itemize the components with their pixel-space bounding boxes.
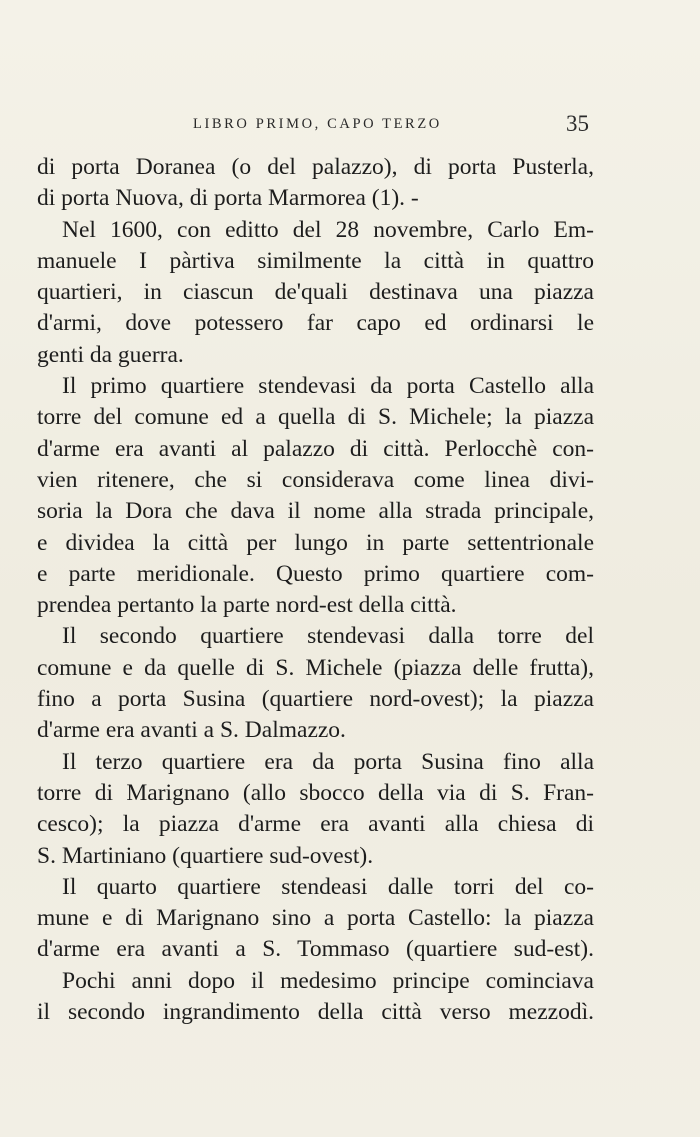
- text-line: e dividea la città per lungo in parte settentrionale: [37, 529, 594, 556]
- text-line: comune e da quelle di S. Michele (piazza delle frutta),: [37, 654, 594, 681]
- body-text: [37, 152, 594, 1028]
- text-line: Nel 1600, con editto del 28 novembre, Carlo Em-: [62, 216, 594, 243]
- text-line: manuele I pàrtiva similmente la città in quattro: [37, 247, 594, 274]
- text-line: prendea pertanto la parte nord-est della città.: [37, 592, 457, 619]
- text-line: di porta Doranea (o del palazzo), di porta Pusterla,: [37, 154, 594, 180]
- text-line: d'arme era avanti a S. Dalmazzo.: [37, 717, 346, 744]
- text-line: d'arme era avanti a S. Tommaso (quartiere sud-est).: [37, 936, 594, 963]
- text-line: S. Martiniano (quartiere sud-ovest).: [37, 842, 374, 869]
- text-line: torre di Marignano (allo sbocco della via di S. Fran-: [37, 779, 594, 806]
- text-line: cesco); la piazza d'arme era avanti alla chiesa di: [37, 811, 594, 838]
- text-line: genti da guerra.: [37, 341, 184, 368]
- text-line: soria la Dora che dava il nome alla strada principale,: [37, 498, 594, 525]
- text-line: e parte meridionale. Questo primo quartiere com-: [37, 560, 594, 587]
- text-line: mune e di Marignano sino a porta Castello: la piazza: [37, 905, 594, 932]
- text-line: Il secondo quartiere stendevasi dalla torre del: [62, 623, 594, 650]
- page-number: 35: [566, 111, 589, 136]
- text-line: vien ritenere, che si considerava come linea divi-: [37, 466, 594, 493]
- text-line: fino a porta Susina (quartiere nord-ovest); la piazza: [37, 686, 594, 713]
- text-line: d'armi, dove potessero far capo ed ordinarsi le: [37, 310, 594, 337]
- text-line: quartieri, in ciascun de'quali destinava una piazza: [37, 279, 594, 306]
- text-line: Il primo quartiere stendevasi da porta Castello alla: [62, 373, 594, 400]
- text-line: Pochi anni dopo il medesimo principe cominciava: [62, 967, 594, 994]
- text-line: d'arme era avanti al palazzo di città. Perlocchè con-: [37, 435, 594, 462]
- text-line: torre del comune ed a quella di S. Michele; la piazza: [37, 404, 594, 431]
- text-line: il secondo ingrandimento della città verso mezzodì.: [37, 999, 594, 1026]
- running-head: [0, 111, 700, 140]
- text-line: di porta Nuova, di porta Marmorea (1). -: [37, 185, 419, 212]
- text-line: Il quarto quartiere stendeasi dalle torri del co-: [62, 873, 594, 900]
- running-title: LIBRO PRIMO, CAPO TERZO: [193, 116, 442, 132]
- text-line: Il terzo quartiere era da porta Susina fino alla: [62, 748, 594, 775]
